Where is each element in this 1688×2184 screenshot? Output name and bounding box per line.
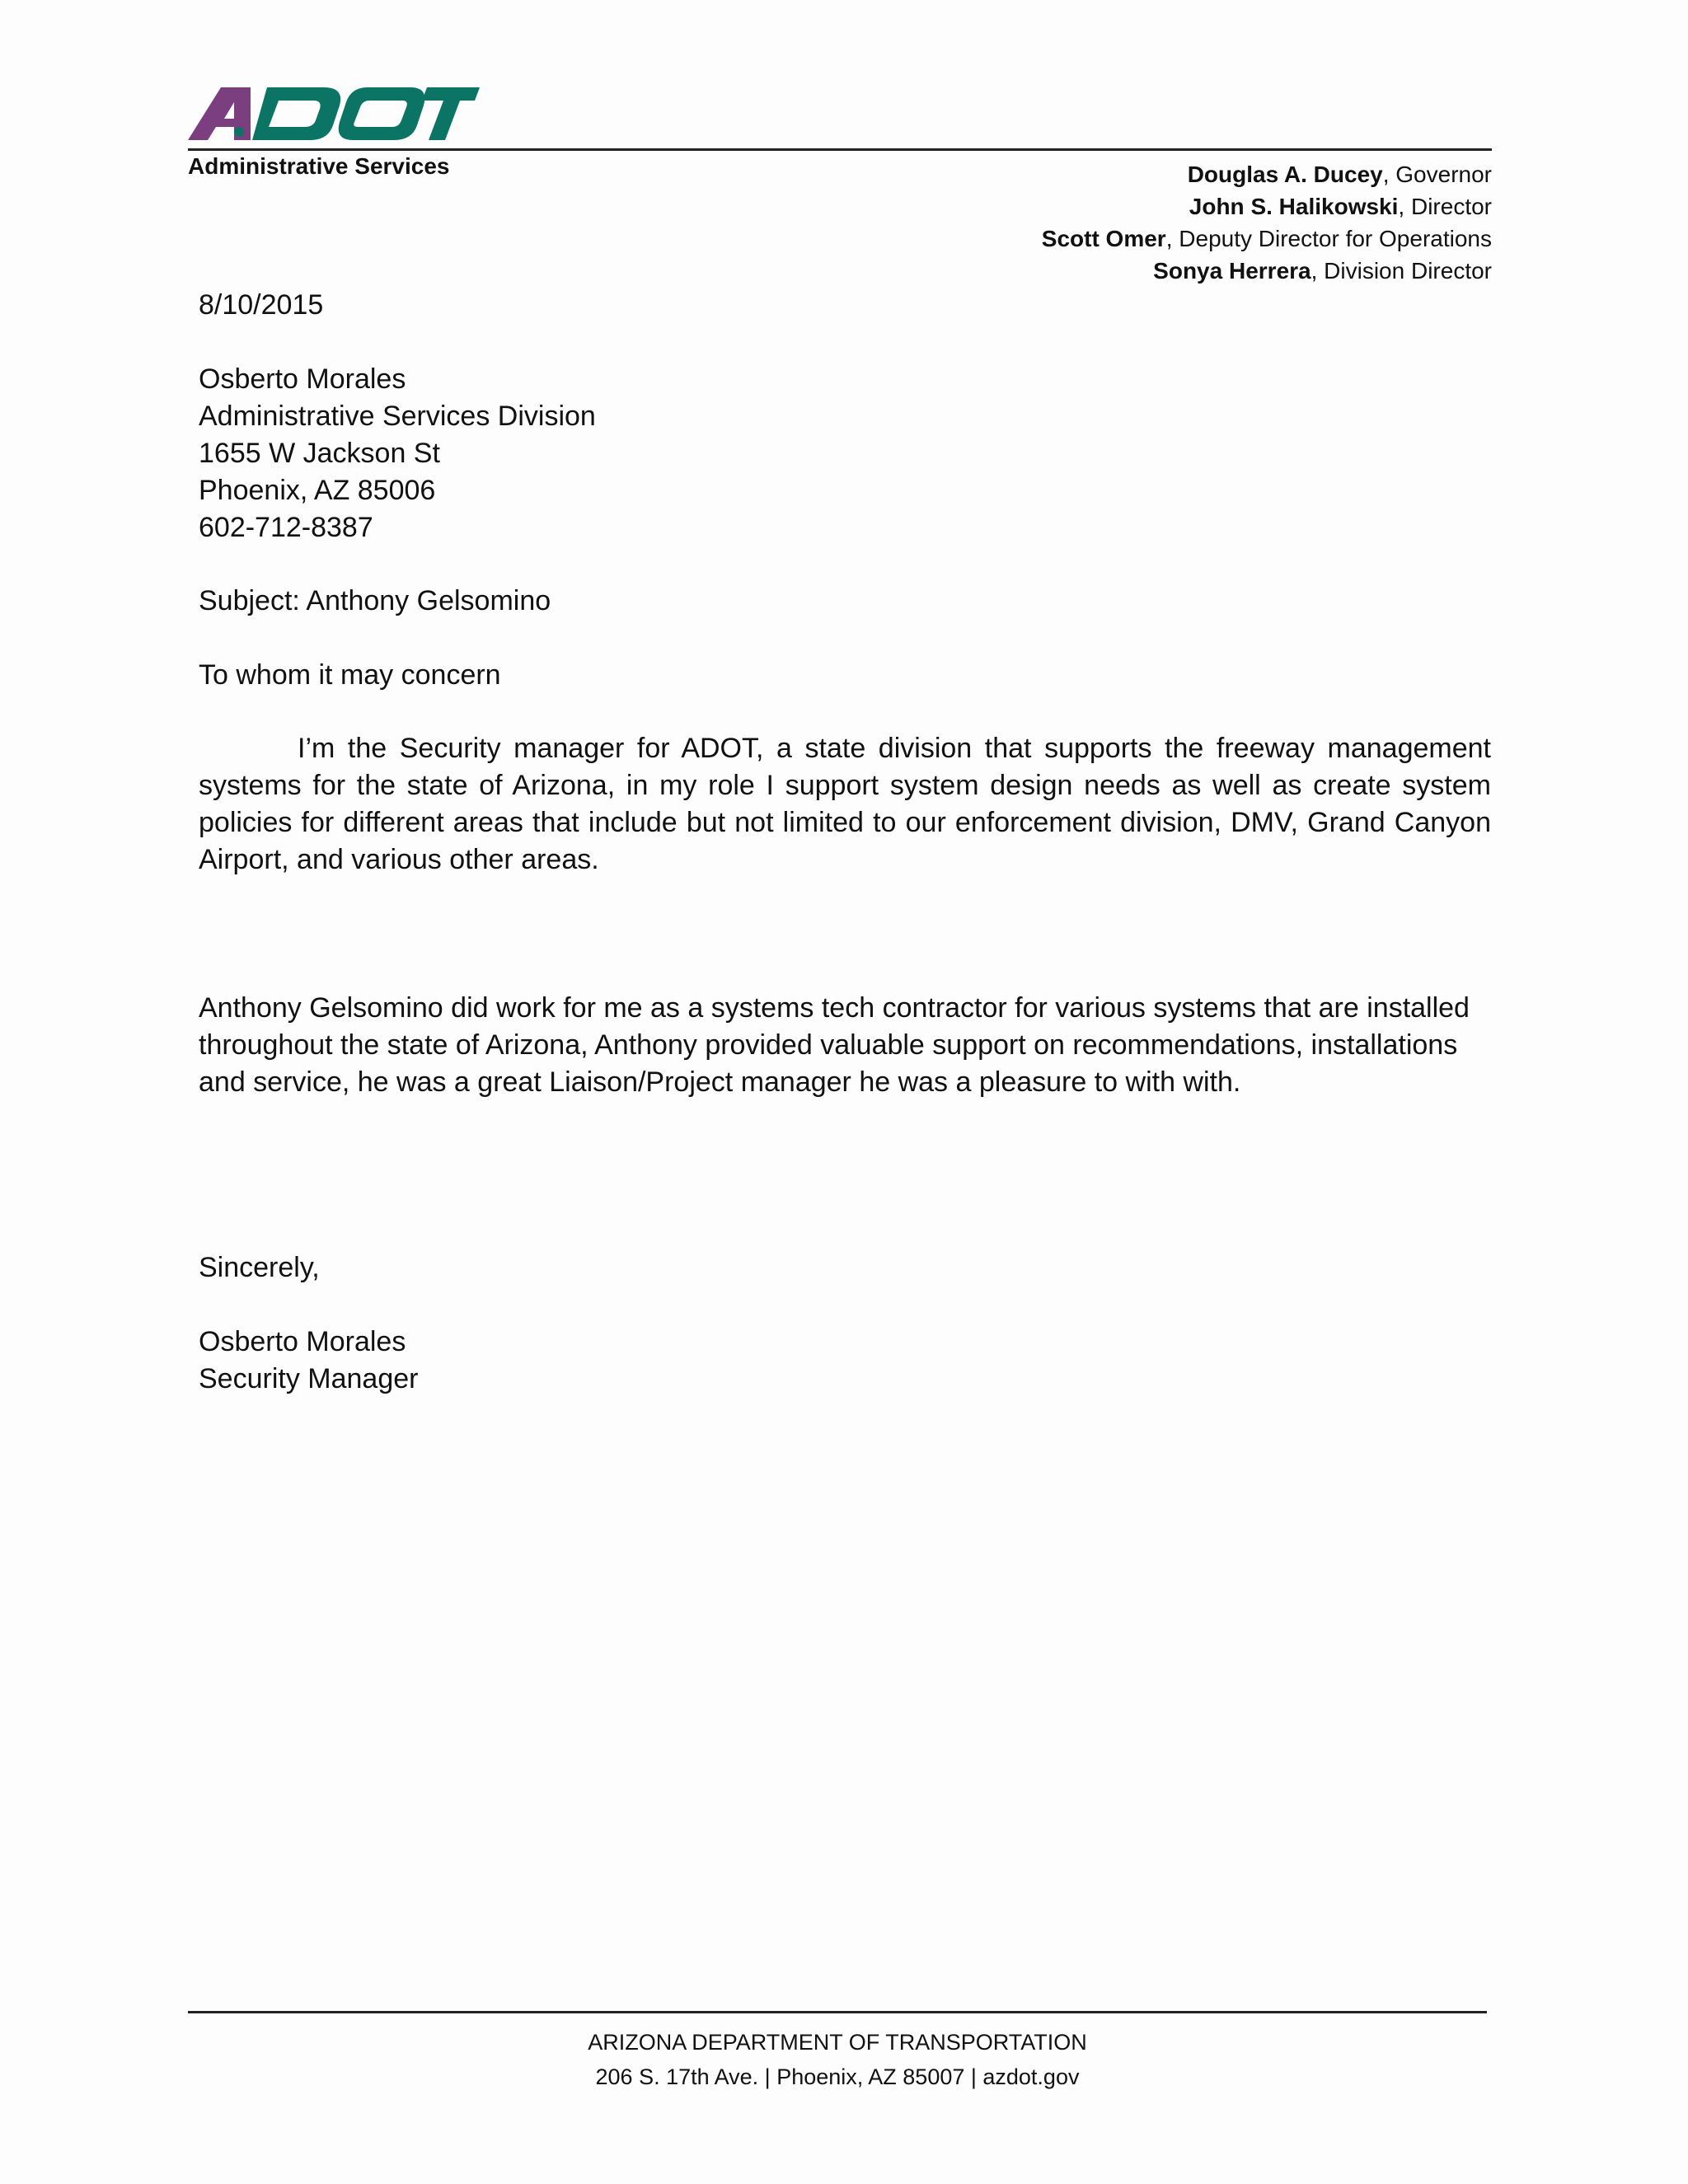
footer-rule: [188, 2011, 1487, 2013]
body-paragraph-1: I’m the Security manager for ADOT, a state division that supports the freeway management systems for the state of Arizona, in my role I support system design needs as well as create system policies for different areas that include but not limited to our enforcement division, DMV, Grand Canyon Airport, and various other areas.: [199, 733, 1491, 875]
paragraph-line: Anthony Gelsomino did work for me as a systems tech contractor for various systems that are installed: [199, 992, 1470, 1024]
address-line: 1655 W Jackson St: [199, 438, 440, 469]
recipient-address: [199, 361, 1491, 546]
paragraph-line: throughout the state of Arizona, Anthony provided valuable support on recommendations, installations: [199, 1029, 1458, 1061]
signature-name: Osberto Morales: [199, 1326, 406, 1357]
letter-date: 8/10/2015: [199, 289, 324, 321]
footer-department: ARIZONA DEPARTMENT OF TRANSPORTATION: [588, 2030, 1087, 2055]
header-rule: [188, 148, 1492, 151]
adot-logo: [188, 86, 480, 142]
address-line: Administrative Services Division: [199, 401, 596, 432]
official-governor: Douglas A. Ducey, Governor: [1187, 162, 1492, 187]
official-deputy-director: Scott Omer, Deputy Director for Operations: [1041, 226, 1492, 251]
address-line: Phoenix, AZ 85006: [199, 475, 436, 506]
closing: Sincerely,: [199, 1252, 320, 1283]
salutation: To whom it may concern: [199, 659, 501, 691]
paragraph-line: and service, he was a great Liaison/Project manager he was a pleasure to with with.: [199, 1066, 1241, 1098]
signature-title: Security Manager: [199, 1363, 419, 1394]
address-line: Osberto Morales: [199, 363, 406, 395]
signature-block: [199, 1324, 1491, 1398]
footer-address: 206 S. 17th Ave. | Phoenix, AZ 85007 | azdot.gov: [595, 2064, 1080, 2089]
body-paragraph-2: [199, 990, 1491, 1101]
subject-line: Subject: Anthony Gelsomino: [199, 585, 551, 616]
address-line: 602-712-8387: [199, 512, 373, 543]
official-director: John S. Halikowski, Director: [1189, 194, 1492, 219]
division-name: Administrative Services: [188, 153, 450, 179]
officials-list: [1042, 158, 1492, 287]
official-division-director: Sonya Herrera, Division Director: [1153, 258, 1492, 284]
logo-letter-t: [422, 87, 480, 140]
logo-letter-o: [339, 87, 425, 140]
logo-letter-d: [252, 87, 340, 140]
